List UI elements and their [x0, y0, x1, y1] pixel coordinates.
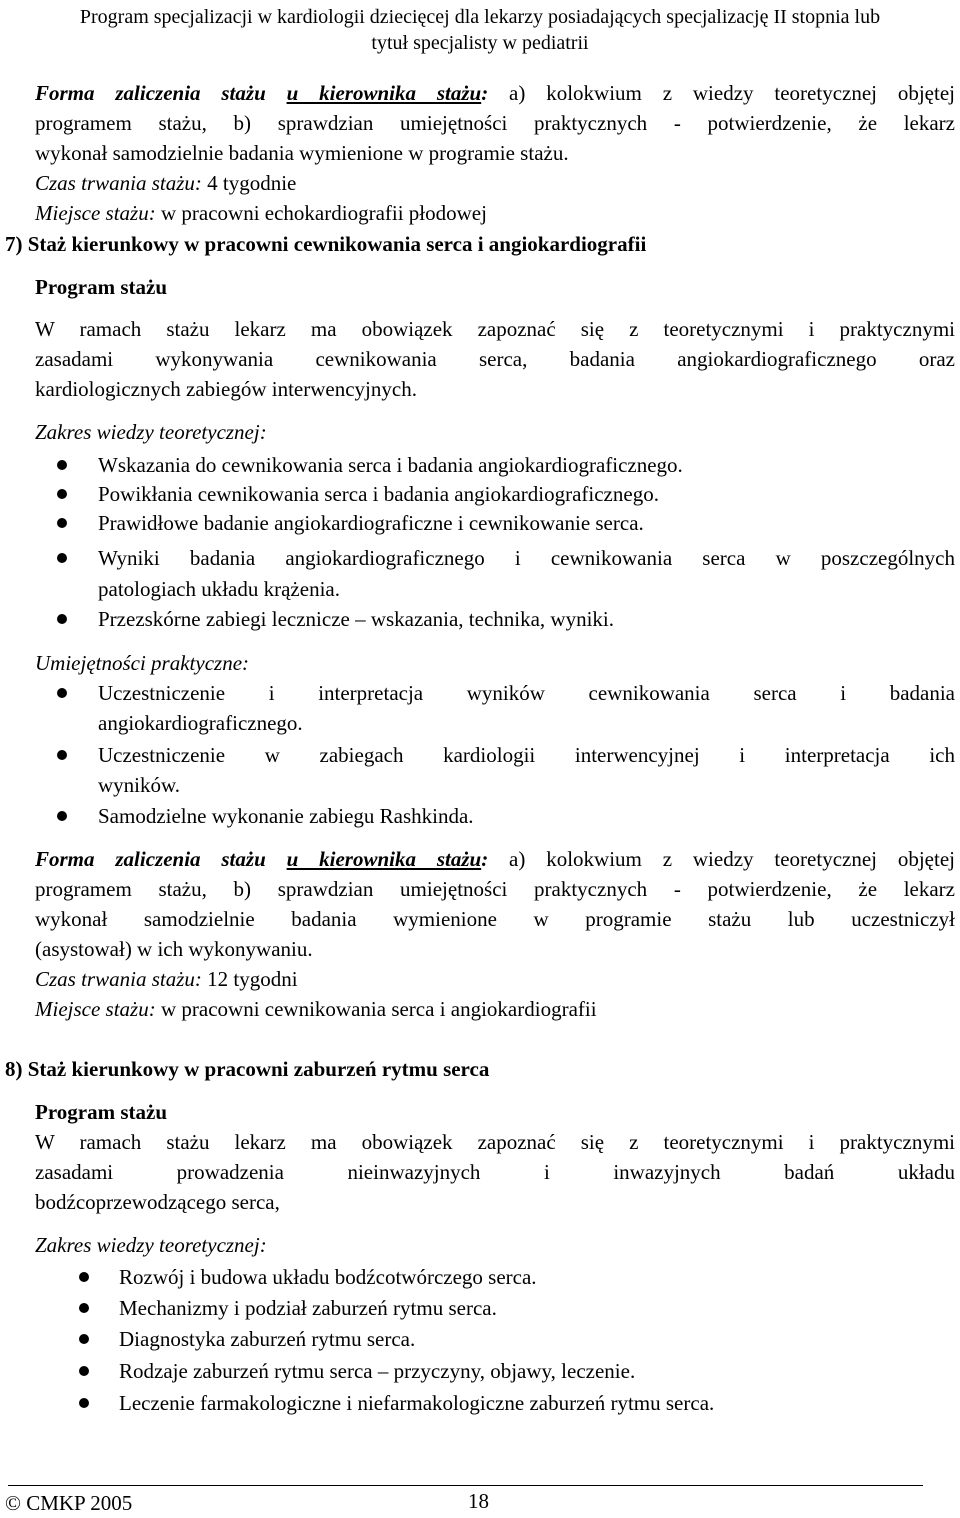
- section8-zakres-label: Zakres wiedzy teoretycznej:: [35, 1233, 267, 1257]
- footer-rule: [8, 1485, 923, 1486]
- section7-intro-line2: zasadami wykonywania cewnikowania serca, badania angiokardiograficznego oraz: [35, 347, 955, 371]
- bullet-icon: [79, 1303, 89, 1313]
- section7-umiej-item: Uczestniczenie w zabiegach kardiologii interwencyjnej i interpretacja ich: [98, 743, 955, 767]
- section8-zakres-item: Rozwój i budowa układu bodźcotwórczego serca.: [119, 1265, 537, 1289]
- section8-intro-line1: W ramach stażu lekarz ma obowiązek zapoznać się z teoretycznymi i praktycznymi: [35, 1130, 955, 1154]
- section8-zakres-item: Rodzaje zaburzeń rytmu serca – przyczyny, objawy, leczenie.: [119, 1359, 636, 1383]
- section8-program-label: Program stażu: [35, 1100, 167, 1124]
- section7-czas-trwania: Czas trwania stażu: 12 tygodni: [35, 967, 298, 991]
- bullet-icon: [57, 750, 67, 760]
- section7-umiej-item-cont: angiokardiograficznego.: [98, 711, 303, 735]
- bullet-icon: [79, 1398, 89, 1408]
- section7-zakres-item: Wskazania do cewnikowania serca i badania angiokardiograficznego.: [98, 453, 683, 477]
- bullet-icon: [79, 1366, 89, 1376]
- section8-zakres-item: Diagnostyka zaburzeń rytmu serca.: [119, 1327, 416, 1351]
- prev-forma-zaliczenia: Forma zaliczenia stażu u kierownika stażu: a) kolokwium z wiedzy teoretycznej objętej: [35, 81, 955, 105]
- bullet-icon: [79, 1272, 89, 1282]
- section7-umiej-item: Samodzielne wykonanie zabiegu Rashkinda.: [98, 804, 474, 828]
- section7-zakres-item: Wyniki badania angiokardiograficznego i cewnikowania serca w poszczególnych: [98, 546, 955, 570]
- bullet-icon: [79, 1334, 89, 1344]
- bullet-icon: [57, 460, 67, 470]
- prev-forma-line3: wykonał samodzielnie badania wymienione w programie stażu.: [35, 141, 569, 165]
- section7-miejsce-stazu: Miejsce stażu: w pracowni cewnikowania serca i angiokardiografii: [35, 997, 597, 1021]
- section8-title: 8) Staż kierunkowy w pracowni zaburzeń rytmu serca: [5, 1057, 490, 1081]
- section7-program-label: Program stażu: [35, 275, 167, 299]
- section7-umiejetnosci-label: Umiejętności praktyczne:: [35, 651, 250, 675]
- section7-forma-zaliczenia: Forma zaliczenia stażu u kierownika stażu: a) kolokwium z wiedzy teoretycznej objętej: [35, 847, 955, 871]
- bullet-icon: [57, 688, 67, 698]
- section7-umiej-item-cont: wyników.: [98, 773, 181, 797]
- section7-umiej-item: Uczestniczenie i interpretacja wyników cewnikowania serca i badania: [98, 681, 955, 705]
- running-header-line2: tytuł specjalisty w pediatrii: [371, 32, 589, 54]
- section7-zakres-label: Zakres wiedzy teoretycznej:: [35, 420, 267, 444]
- footer-copyright: © CMKP 2005: [5, 1491, 133, 1515]
- section7-intro-line1: W ramach stażu lekarz ma obowiązek zapoznać się z teoretycznymi i praktycznymi: [35, 317, 955, 341]
- bullet-icon: [57, 614, 67, 624]
- section7-zakres-item: Przezskórne zabiegi lecznicze – wskazania, technika, wyniki.: [98, 607, 615, 631]
- section7-title: 7) Staż kierunkowy w pracowni cewnikowania serca i angiokardiografii: [5, 232, 647, 256]
- bullet-icon: [57, 553, 67, 563]
- prev-miejsce-stazu: Miejsce stażu: w pracowni echokardiografii płodowej: [35, 201, 487, 225]
- bullet-icon: [57, 811, 67, 821]
- bullet-icon: [57, 518, 67, 528]
- section7-zakres-item: Prawidłowe badanie angiokardiograficzne i cewnikowanie serca.: [98, 511, 644, 535]
- section7-forma-line3: wykonał samodzielnie badania wymienione w programie stażu lub uczestniczył: [35, 907, 955, 931]
- bullet-icon: [57, 489, 67, 499]
- prev-czas-trwania: Czas trwania stażu: 4 tygodnie: [35, 171, 297, 195]
- section8-intro-line2: zasadami prowadzenia nieinwazyjnych i inwazyjnych badań układu: [35, 1160, 955, 1184]
- section7-zakres-item-cont: patologiach układu krążenia.: [98, 577, 340, 601]
- section7-forma-line4: (asystował) w ich wykonywaniu.: [35, 937, 313, 961]
- section8-zakres-item: Leczenie farmakologiczne i niefarmakologiczne zaburzeń rytmu serca.: [119, 1391, 715, 1415]
- running-header-line1: Program specjalizacji w kardiologii dziecięcej dla lekarzy posiadających specjalizację II stopnia lub: [79, 6, 881, 28]
- page-number: 18: [468, 1489, 489, 1513]
- section7-intro-line3: kardiologicznych zabiegów interwencyjnych.: [35, 377, 417, 401]
- section8-zakres-item: Mechanizmy i podział zaburzeń rytmu serca.: [119, 1296, 497, 1320]
- section7-zakres-item: Powikłania cewnikowania serca i badania angiokardiograficznego.: [98, 482, 659, 506]
- section7-forma-line2: programem stażu, b) sprawdzian umiejętności praktycznych - potwierdzenie, że lekarz: [35, 877, 955, 901]
- section8-intro-line3: bodźcoprzewodzącego serca,: [35, 1190, 280, 1214]
- prev-forma-line2: programem stażu, b) sprawdzian umiejętności praktycznych - potwierdzenie, że lekarz: [35, 111, 955, 135]
